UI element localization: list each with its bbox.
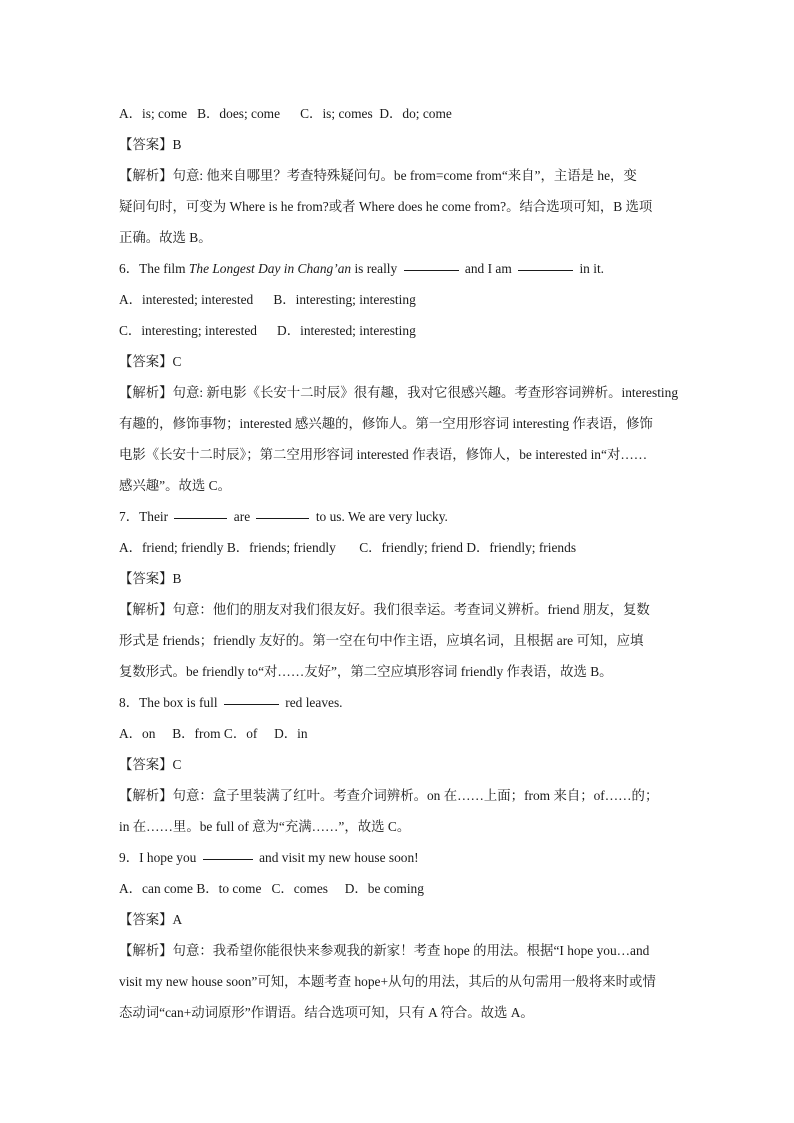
q6-analysis-line-1: 【解析】句意: 新电影《长安十二时辰》很有趣，我对它很感兴趣。考查形容词辨析。interesting: [119, 385, 679, 400]
q6-stem: [119, 253, 679, 284]
q9-analysis-line-2: visit my new house soon”可知，本题考查 hope+从句的用法，其后的从句需用一般将来时或情: [119, 974, 656, 989]
q6-options-row-1: A．interested; interested B．interesting; interesting: [119, 292, 416, 307]
q6-middle2: and I am: [461, 261, 516, 276]
q7-analysis-line-3: 复数形式。be friendly to“对……友好”，第二空应填形容词 friendly 作表语，故选 B。: [119, 664, 613, 679]
q6-blank-2: [518, 269, 573, 271]
q6-film-title: The Longest Day in Chang’an: [188, 261, 352, 276]
q6-options-row-2: C．interesting; interested D．interested; interesting: [119, 323, 416, 338]
q6-answer: 【答案】C: [119, 354, 182, 369]
q8-stem: [119, 687, 679, 718]
q9-prefix: 9．I hope you: [119, 850, 200, 865]
q7-suffix: to us. We are very lucky.: [312, 509, 448, 524]
q6-analysis-line-3: 电影《长安十二时辰》；第二空用形容词 interested 作表语，修饰人，be interested in“对……: [119, 447, 648, 462]
q7-analysis-line-1: 【解析】句意：他们的朋友对我们很友好。我们很幸运。考查词义辨析。friend 朋友，复数: [119, 602, 650, 617]
q9-blank: [203, 858, 253, 860]
q9-suffix: and visit my new house soon!: [255, 850, 419, 865]
q7-blank-2: [256, 517, 309, 519]
q6-suffix: in it.: [576, 261, 605, 276]
q5-answer: 【答案】B: [119, 137, 182, 152]
document-page: [119, 98, 679, 1028]
q7-middle: are: [230, 509, 254, 524]
q6-analysis-line-2: 有趣的，修饰事物；interested 感兴趣的，修饰人。第一空用形容词 interesting 作表语，修饰: [119, 416, 653, 431]
q6-blank-1: [404, 269, 459, 271]
q8-analysis-line-2: in 在……里。be full of 意为“充满……”，故选 C。: [119, 819, 411, 834]
q5-analysis-line-3: 正确。故选 B。: [119, 230, 212, 245]
q7-options: A．friend; friendly B．friends; friendly C．friendly; friend D．friendly; friends: [119, 540, 577, 555]
q5-analysis-line-1: 【解析】句意: 他来自哪里？考查特殊疑问句。be from=come from“来自”，主语是 he，变: [119, 168, 637, 183]
q8-answer: 【答案】C: [119, 757, 182, 772]
q7-answer: 【答案】B: [119, 571, 182, 586]
q8-options: A．on B．from C．of D．in: [119, 726, 308, 741]
q9-analysis-line-3: 态动词“can+动词原形”作谓语。结合选项可知，只有 A 符合。故选 A。: [119, 1005, 534, 1020]
q7-analysis-line-2: 形式是 friends；friendly 友好的。第一空在句中作主语，应填名词，且根据 are 可知，应填: [119, 633, 644, 648]
q7-blank-1: [174, 517, 227, 519]
q9-stem: [119, 842, 679, 873]
q5-options: A．is; come B．does; come C．is; comes D．do; come: [119, 106, 452, 121]
q8-prefix: 8．The box is full: [119, 695, 221, 710]
q7-stem: [119, 501, 679, 532]
q9-answer: 【答案】A: [119, 912, 183, 927]
q7-prefix: 7．Their: [119, 509, 172, 524]
q6-analysis-line-4: 感兴趣”。故选 C。: [119, 478, 231, 493]
q8-suffix: red leaves.: [281, 695, 343, 710]
q9-analysis-line-1: 【解析】句意：我希望你能很快来参观我的新家！考查 hope 的用法。根据“I hope you…and: [119, 943, 650, 958]
q5-analysis-line-2: 疑问句时，可变为 Where is he from?或者 Where does he come from?。结合选项可知，B 选项: [119, 199, 653, 214]
q8-blank: [224, 703, 279, 705]
q9-options: A．can come B．to come C．comes D．be coming: [119, 881, 424, 896]
q6-middle1: is really: [351, 261, 401, 276]
q8-analysis-line-1: 【解析】句意：盒子里装满了红叶。考查介词辨析。on 在……上面；from 来自；of……的；: [119, 788, 659, 803]
q6-prefix: 6．The film: [119, 261, 189, 276]
